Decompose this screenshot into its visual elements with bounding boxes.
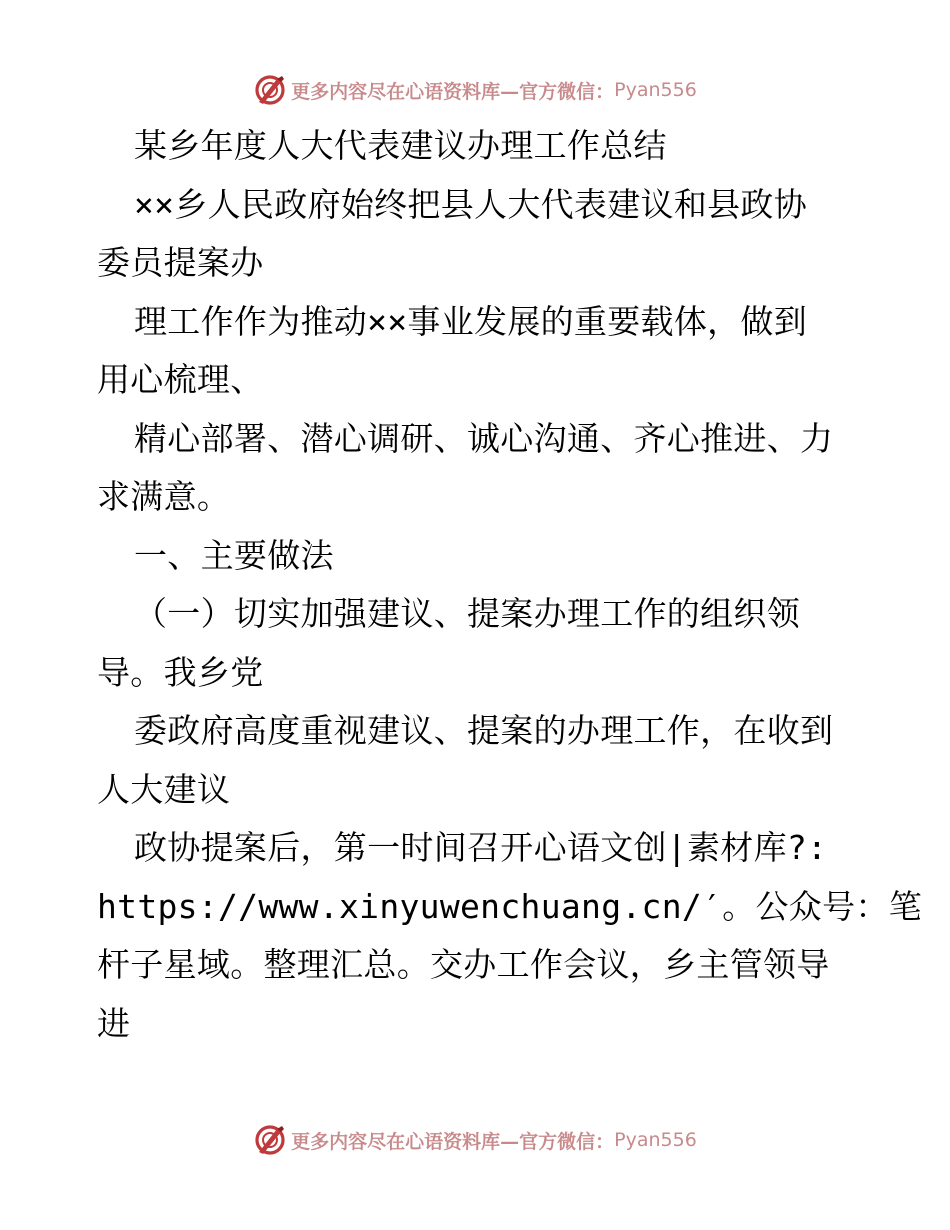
text-line: 委员提案办 [97,243,264,282]
text-line: ××乡人民政府始终把县人大代表建议和县政协 [134,184,808,224]
header-watermark [0,70,950,110]
text-line: 精心部署、潜心调研、诚心沟通、齐心推进、力 [134,418,834,458]
footer-watermark [0,1120,950,1160]
text-line: 进 [97,1003,131,1043]
text-line: 政协提案后，第一时间召开心语文创|素材库?: [134,828,828,867]
text-line: 求满意。 [97,477,231,516]
text-line: 导。我乡党 [97,652,264,692]
text-line: 理工作作为推动××事业发展的重要载体，做到 [134,301,808,341]
pen-in-circle-icon [253,1123,287,1157]
watermark-text: 更多内容尽在心语资料库—官方微信： [291,1130,615,1153]
text-line: 杆子星域。整理汇总。交办工作会议，乡主管领导 [97,945,830,984]
document-body [97,117,922,1053]
watermark-wechat-id: Pyan556 [614,79,697,101]
text-line: 一、主要做法 [134,535,334,575]
pen-in-circle-icon [253,73,287,107]
text-line: 委政府高度重视建议、提案的办理工作，在收到 [134,711,834,750]
watermark-text: 更多内容尽在心语资料库—官方微信： [291,80,615,103]
text-line: 用心梳理、 [97,360,264,399]
text-line: 人大建议 [97,769,231,809]
text-line: https://www.xinyuwenchuang.cn/′。公众号：笔 [97,886,922,926]
text-line: （一）切实加强建议、提案办理工作的组织领 [134,594,800,633]
watermark-wechat-id: Pyan556 [614,1129,697,1151]
text-line: 某乡年度人大代表建议办理工作总结 [134,126,667,165]
